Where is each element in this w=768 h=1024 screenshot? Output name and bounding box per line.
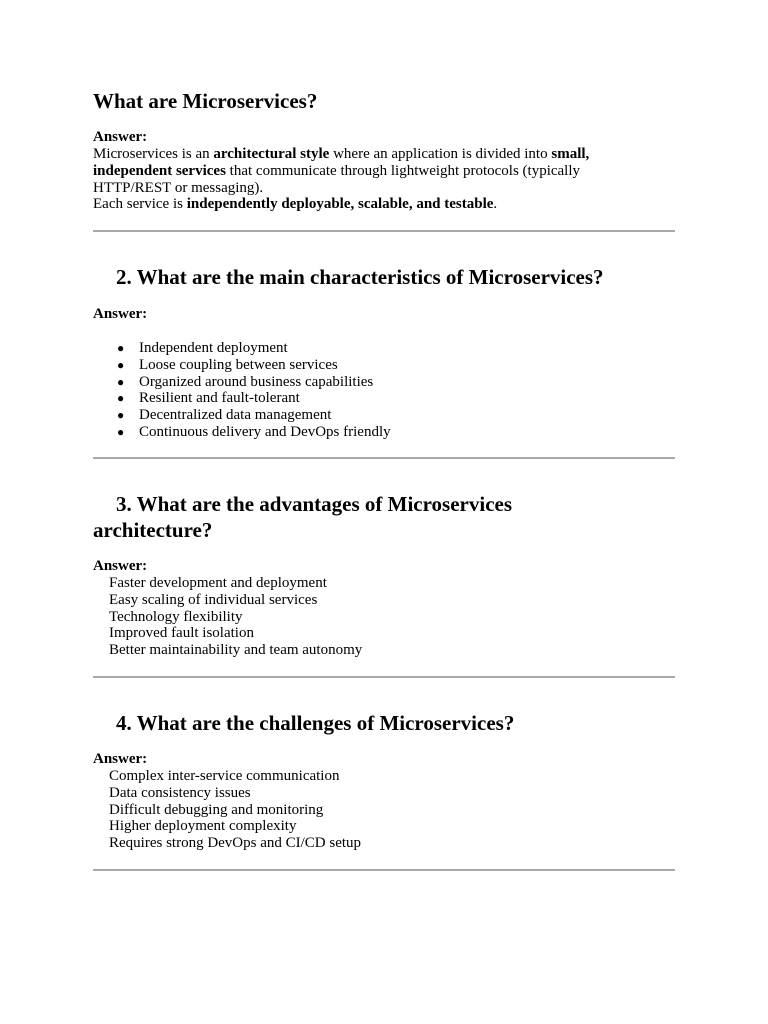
bold-text-run: small,	[551, 146, 590, 162]
section-q1-answer	[93, 129, 675, 213]
text-run: Microservices is an	[93, 146, 214, 162]
answer-label: Answer:	[93, 558, 148, 574]
question-2-title-text: 2. What are the main characteristics of Microservices?	[116, 265, 604, 289]
question-3-title-text: 3. What are the advantages of Microservices	[116, 492, 513, 516]
text-run: HTTP/REST or messaging).	[93, 179, 264, 196]
section-q2-answer	[93, 306, 675, 323]
bullet-icon: ●	[117, 341, 125, 355]
horizontal-divider	[93, 676, 675, 678]
bullet-icon: ●	[117, 408, 125, 423]
list-item-text: Continuous delivery and DevOps friendly	[139, 423, 391, 440]
answer-line	[93, 196, 675, 213]
text-run: .	[493, 196, 498, 213]
list-item: Requires strong DevOps and CI/CD setup	[109, 835, 362, 852]
section-q4-answer	[93, 751, 675, 852]
question-3-title-line: architecture?	[93, 518, 213, 542]
horizontal-divider	[93, 457, 675, 459]
list-item-text: Loose coupling between services	[139, 356, 338, 373]
question-4-title-text: 4. What are the challenges of Microservices?	[116, 711, 515, 735]
characteristics-list-wrap	[93, 340, 675, 441]
list-item: Easy scaling of individual services	[109, 591, 318, 608]
challenges-list	[93, 768, 675, 852]
bullet-icon: ●	[117, 391, 125, 406]
text-run: where an application is divided into	[329, 146, 552, 162]
question-3-title	[93, 491, 675, 543]
list-item: Difficult debugging and monitoring	[109, 801, 324, 818]
section-q2	[93, 264, 675, 290]
list-item: Better maintainability and team autonomy	[109, 642, 363, 659]
list-item	[93, 390, 675, 407]
list-item: Technology flexibility	[109, 608, 243, 625]
question-4-title	[93, 710, 675, 736]
question-1-title: What are Microservices?	[93, 89, 318, 113]
answer-label: Answer:	[93, 129, 148, 145]
answer-paragraph-1	[93, 146, 675, 213]
list-item	[93, 357, 675, 374]
section-q3	[93, 491, 675, 543]
list-item: Higher deployment complexity	[109, 818, 297, 835]
list-item	[93, 407, 675, 424]
horizontal-divider	[93, 230, 675, 232]
list-item-text: Decentralized data management	[139, 407, 332, 424]
answer-label: Answer:	[93, 306, 148, 322]
section-q1	[93, 88, 675, 114]
bullet-icon: ●	[117, 357, 125, 372]
question-3-title-line	[93, 491, 675, 517]
bullet-icon: ●	[117, 374, 125, 389]
list-item: Data consistency issues	[109, 784, 251, 801]
horizontal-divider	[93, 869, 675, 871]
bullet-icon: ●	[117, 424, 125, 439]
section-q3-answer	[93, 558, 675, 659]
answer-line	[93, 180, 675, 197]
text-run: that communicate through lightweight protocols (typically	[225, 162, 581, 179]
bold-text-run: independent services	[93, 162, 226, 179]
list-item	[93, 374, 675, 391]
answer-line	[93, 146, 675, 163]
bold-text-run: architectural style	[213, 146, 330, 162]
section-q4	[93, 710, 675, 736]
list-item: Complex inter-service communication	[109, 768, 340, 784]
list-item	[93, 424, 675, 441]
answer-label: Answer:	[93, 751, 148, 767]
list-item-text: Independent deployment	[139, 340, 288, 356]
list-item: Improved fault isolation	[109, 625, 254, 642]
bold-text-run: independently deployable, scalable, and testable	[186, 196, 494, 213]
characteristics-list	[93, 340, 675, 441]
list-item	[93, 340, 675, 357]
list-item-text: Resilient and fault-tolerant	[139, 390, 300, 407]
list-item: Faster development and deployment	[109, 575, 327, 591]
advantages-list	[93, 575, 675, 659]
question-2-title	[93, 264, 675, 290]
answer-line	[93, 163, 675, 180]
text-run: Each service is	[93, 196, 187, 213]
list-item-text: Organized around business capabilities	[139, 373, 374, 390]
